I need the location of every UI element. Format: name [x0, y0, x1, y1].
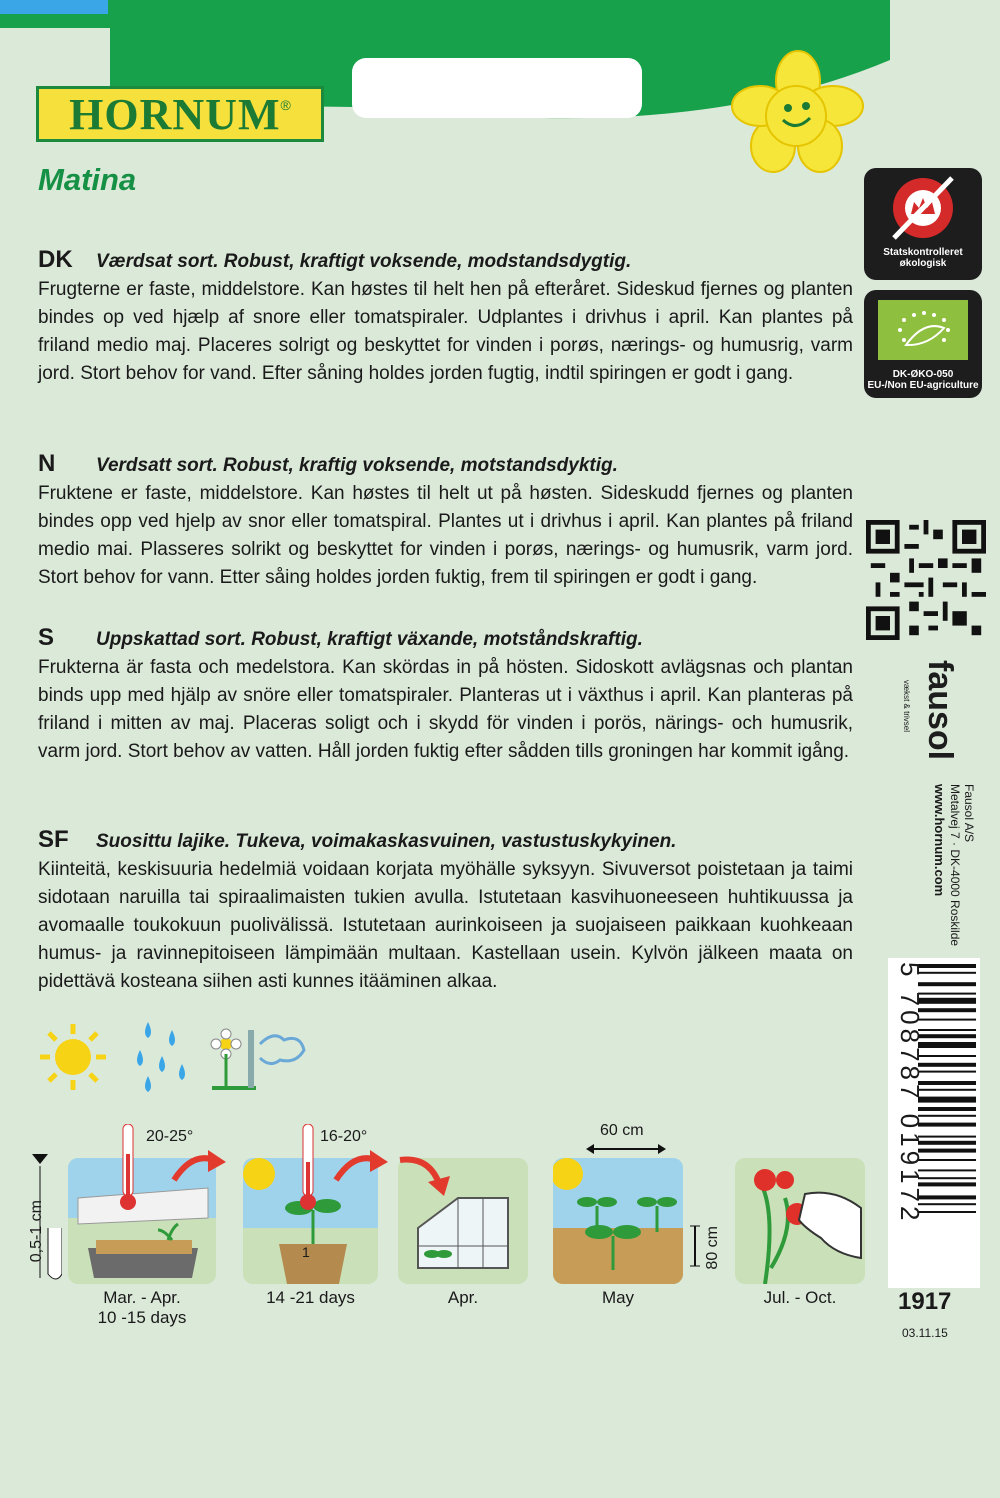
tomato-harvest-icon: [735, 1158, 865, 1284]
step2-temp: 16-20°: [320, 1128, 368, 1145]
arrow-icon: [396, 1146, 456, 1198]
section-body: Fruktene er faste, middelstore. Kan høstes til helt ut på høsten. Sideskudd fjernes og planten bindes opp ved hjelp av snor eller tomatspiral. Plantes ut i drivhus i april. Kan plantes på friland medio mai. Plasseres solrikt og beskyttet for vinden i porøs, nærings- og humusrik, varm jord. Stort behov for vann. Etter såing holdes jorden fuktig, frem til spiringen er godt i gang.: [38, 483, 853, 588]
section-headline: Uppskattad sort. Robust, kraftigt växande, motståndskraftig.: [96, 629, 643, 650]
flower-mascot-icon: [728, 46, 868, 176]
print-date: 03.11.15: [902, 1326, 948, 1340]
section-body: Kiinteitä, keskisuuria hedelmiä voidaan korjata myöhälle syksyyn. Sivuversot poistetaan ja taimi sidotaan naruilla tai spiraalimaisten tukien avulla. Istutetaan kasvihuoneeseen huhtikuussa ja avomaalle toukokuun puolivälissä. Istutetaan aurinkoiseen ja suojaiseen paikkaan kuohkeaan humus- ja ravinnepitoiseen lämpimään multaan. Kastellaan usein. Kylvön jälkeen maata on pidettävä kosteana siihen asti kunnes itääminen alkaa.: [38, 859, 853, 992]
section-dk: [38, 246, 853, 388]
product-number: 1917: [898, 1288, 952, 1315]
row-distance-arrow: [688, 1224, 702, 1268]
row-distance-label: 80 cm: [704, 1226, 721, 1270]
field-seedlings-icon: [553, 1158, 683, 1284]
step3-caption: Apr.: [447, 1288, 479, 1307]
address-line1: Fausol A/S: [962, 784, 976, 843]
arrow-icon: [168, 1146, 228, 1186]
section-headline: Suosittu lajike. Tukeva, voimakaskasvuinen, vastustuskykyinen.: [96, 831, 677, 852]
depth-label: 0,5-1 cm: [28, 1200, 45, 1263]
lang-code: DK: [38, 246, 73, 273]
product-title: Matina: [38, 162, 137, 197]
thermometer-icon: [118, 1124, 138, 1212]
step4-caption: May: [601, 1288, 635, 1307]
brand-name: HORNUM: [69, 89, 281, 139]
badge-text-line2: økologisk: [899, 258, 947, 269]
section-headline: Værdsat sort. Robust, kraftigt voksende, modstandsdygtig.: [96, 251, 632, 272]
fausol-logo: fausol: [921, 660, 959, 761]
badge-eu-text: EU-/Non EU-agriculture: [867, 380, 979, 391]
step1-months: Mar. - Apr.: [103, 1288, 181, 1307]
arrow-icon: [330, 1146, 390, 1186]
spacing-arrow: [586, 1142, 666, 1156]
water-drops-icon: [128, 1020, 192, 1094]
section-body: Frugterne er faste, middelstore. Kan høstes til helt hen på efteråret. Sideskud fjernes og planten bindes op ved hjælp af snore eller tomatspiraler. Udplantes i drivhus i april. Kan plantes på friland medio maj. Placeres solrigt og beskyttet for vinden i porøs, nærings- og humusrig, varm jord. Stort behov for vand. Efter såning holdes jorden fugtig, indtil spiringen er godt i gang.: [38, 279, 853, 384]
section-headline: Verdsatt sort. Robust, kraftig voksende, motstandsdyktig.: [96, 455, 618, 476]
barcode-digits: 5 708787 019172: [895, 962, 925, 1225]
pot-label: 1: [302, 1244, 310, 1260]
eu-leaf-icon: [864, 290, 982, 366]
qr-code[interactable]: [866, 520, 986, 640]
shelter-flower-icon: [204, 1024, 314, 1094]
lang-code: N: [38, 450, 56, 477]
step1-days: 10 -15 days: [97, 1308, 187, 1327]
lang-code: S: [38, 624, 55, 651]
section-n: [38, 450, 853, 592]
spacing-label: 60 cm: [600, 1122, 644, 1139]
step1-temp: 20-25°: [146, 1128, 194, 1145]
step-harvest-panel: [735, 1158, 865, 1284]
section-s: [38, 624, 853, 766]
step2-caption: 14 -21 days: [266, 1288, 355, 1307]
step1-caption: [68, 1288, 216, 1328]
badge-text-line1: Statskontrolleret: [883, 247, 963, 258]
address-line2: Metalvej 7 · DK-4000 Roskilde: [948, 784, 962, 947]
step5-caption: Jul. - Oct.: [763, 1288, 837, 1307]
registered-mark: ®: [280, 97, 291, 113]
brand-logo: [36, 86, 324, 142]
thermometer-icon: [298, 1124, 318, 1212]
section-sf: [38, 826, 853, 996]
lang-code: SF: [38, 826, 69, 853]
eu-organic-badge: [864, 290, 982, 398]
fausol-tagline: vækst & trivsel: [902, 680, 911, 733]
statskontrolleret-badge: [864, 168, 982, 280]
website[interactable]: www.hornum.com: [932, 784, 947, 897]
badge-eu-code: DK-ØKO-050: [892, 369, 954, 380]
sun-icon: [38, 1022, 108, 1092]
section-body: Frukterna är fasta och medelstora. Kan skördas in på hösten. Sidoskott avlägsnas och plantan binds upp med hjälp av snöre eller tomatspiraler. Planteras ut i växthus i april. Kan planteras på friland i mitten av maj. Placeras soligt och i skydd för vinden i porös, närings- och humusrik, varm jord. Stort behov av vatten. Håll jorden fuktig efter sådden tills groningen har kommit igång.: [38, 657, 853, 762]
step-field-panel: [553, 1158, 683, 1284]
crown-seal-icon: [864, 168, 982, 244]
